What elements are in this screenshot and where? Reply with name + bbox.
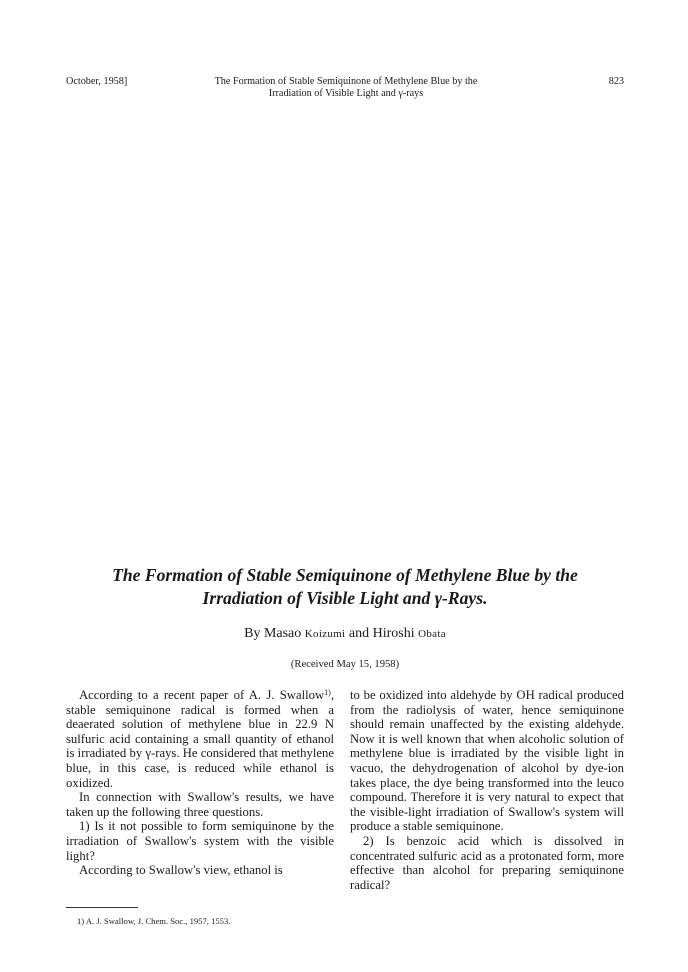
footnote-ref-1: 1) (324, 688, 331, 697)
author-by-prefix: By Masao (244, 626, 305, 641)
paragraph-2: In connection with Swallow's results, we have taken up the following three questions. (66, 790, 334, 819)
header-running-title (164, 76, 528, 100)
paragraph-4-continued: to be oxidized into aldehyde by OH radical produced from the radiolysis of water, hence semiquinone should remain unaffected by the existing aldehyde. Now it is well known that when alcoholic solution of methylene blue is irradiated by the visible light in vacuo, the dehydrogenation of alcohol by dye-ion takes place, the dye being transformed into the leuco compound. Therefore it is very natural to expect that the visible-light irradiation of Swallow's system will produce a stable semiquinone. (350, 688, 624, 834)
article-title-line-1: The Formation of Stable Semiquinone of Methylene Blue by the (112, 565, 578, 585)
right-column (350, 688, 624, 892)
author1-surname: Koizumi (304, 628, 346, 640)
paragraph-1 (66, 688, 334, 790)
article-title-line-2: Irradiation of Visible Light and γ-Rays. (202, 588, 488, 608)
left-column (66, 688, 334, 878)
article-title (60, 564, 630, 610)
author-line (60, 626, 630, 642)
author-conjunction: and Hiroshi (345, 626, 419, 641)
paragraph-5: 2) Is benzoic acid which is dissolved in concentrated sulfuric acid as a protonated form, more effective than alcohol for preparing semiquinone radical? (350, 833, 624, 892)
header-title-line-1: The Formation of Stable Semiquinone of Methylene Blue by the (214, 76, 478, 87)
header-date: October, 1958] (66, 76, 128, 87)
footnote-1: 1) A. J. Swallow, J. Chem. Soc., 1957, 1553. (77, 916, 231, 926)
author2-surname: Obata (418, 628, 446, 640)
paragraph-1-text: According to a recent paper of A. J. Swallow (79, 688, 325, 702)
footnote-divider (66, 907, 138, 908)
paragraph-3: 1) Is it not possible to form semiquinone by the irradiation of Swallow's system with the visible light? (66, 819, 334, 863)
header-title-line-2: Irradiation of Visible Light and γ-rays (268, 88, 424, 99)
page-number: 823 (608, 76, 624, 87)
paragraph-4-start: According to Swallow's view, ethanol is (79, 863, 283, 878)
paragraph-1-text-cont: , stable semiquinone radical is formed when a deaerated solution of methylene blue in 22.9 N sulfuric acid containing a small quantity of ethanol is irradiated by γ-rays. He considered that methylene blue, in this case, is reduced while ethanol is oxidized. (66, 688, 334, 790)
received-date: (Received May 15, 1958) (290, 659, 400, 670)
